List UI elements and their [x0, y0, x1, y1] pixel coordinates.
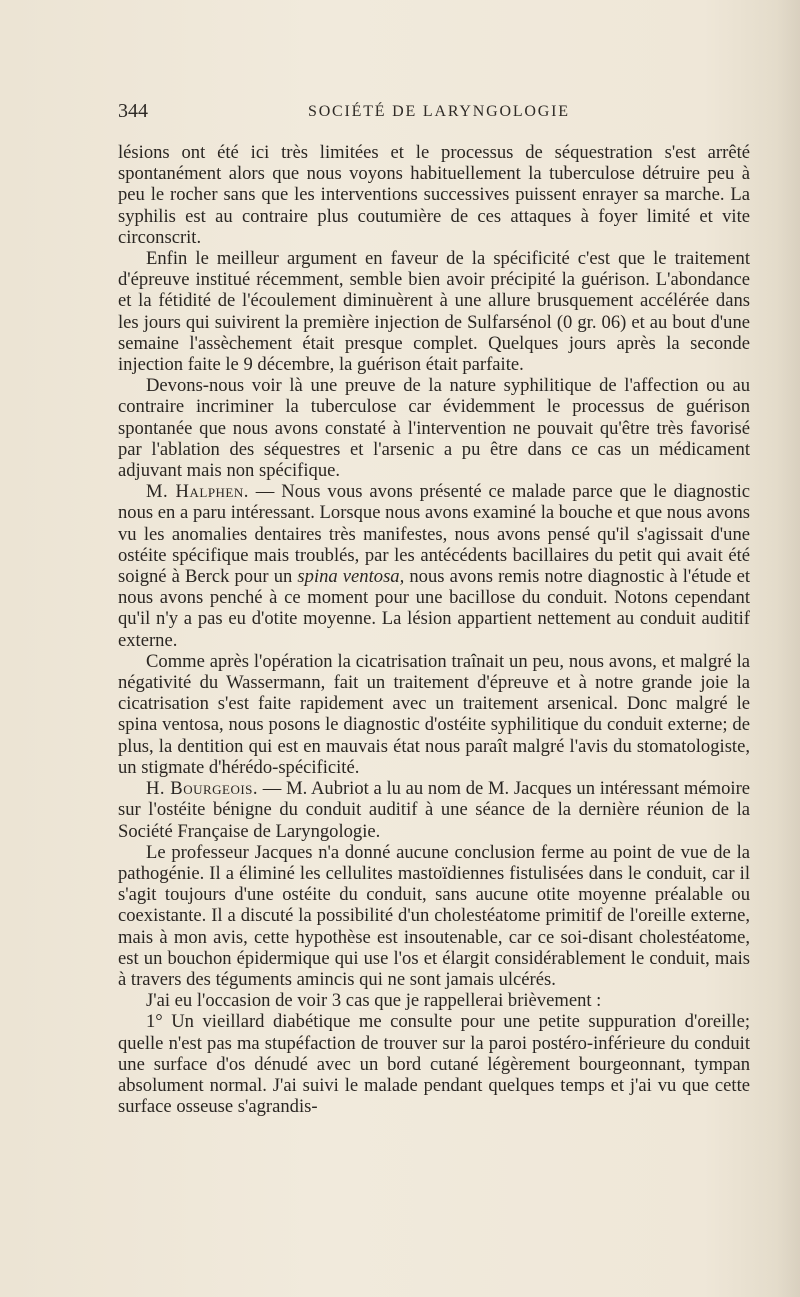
paragraph-text: — M. Aubriot a lu au nom de M. Jacques un intéressant mémoire sur l'ostéite bénigne du conduit auditif à une séance de la dernière réunion de la Société Française de Laryngologie.	[118, 778, 751, 842]
paragraph-7: Le professeur Jacques n'a donné aucune conclusion ferme au point de vue de la pathogénie. Il a éliminé les cellulites mastoïdiennes fistulisées dans le conduit, car il s'agit toujours d'une ostéite du conduit, sans aucune otite moyenne préalable ou coexistante. Il a discuté la possibilité d'un cholestéatome primitif de l'oreille externe, mais à mon avis, cette hypothèse est insoutenable, car ce soi-disant cholestéatome, est un bouchon épidermique qui use l'os et élargit considérablement le conduit, mais à travers des téguments amincis qui ne sont jamais ulcérés.	[118, 841, 750, 990]
speaker-name: M. Halphen.	[146, 481, 249, 503]
paragraph-1: lésions ont été ici très limitées et le processus de séquestration s'est arrêté spontanément alors que nous voyons habituellement la tuberculose détruire peu à peu le rocher sans que les interventions successives puissent enrayer sa marche. La syphilis est au contraire plus coutumière de ces attaques à foyer limité et vite circonscrit.	[118, 142, 750, 248]
body-text	[118, 142, 750, 1117]
paragraph-5: Comme après l'opération la cicatrisation traînait un peu, nous avons, et malgré la négativité du Wassermann, fait un traitement d'épreuve et à notre grande joie la cicatrisation s'est faite rapidement avec un traitement arsenical. Donc malgré le spina ventosa, nous posons le diagnostic d'ostéite syphilitique du conduit externe; de plus, la dentition qui est en mauvais état nous paraît malgré l'avis du stomatologiste, un stigmate d'hérédo-spécificité.	[118, 650, 750, 778]
italic-term: spina ventosa,	[297, 566, 405, 588]
paragraph-4	[118, 481, 750, 651]
running-head	[118, 100, 758, 124]
paragraph-2: Enfin le meilleur argument en faveur de la spécificité c'est que le traitement d'épreuve institué récemment, semble bien avoir précipité la guérison. L'abondance et la fétidité de l'écoulement diminuèrent à une allure brusquement accélérée dans les jours qui suivirent la première injection de Sulfarsénol (0 gr. 06) et au bout d'une semaine l'assèchement était presque complet. Quelques jours après la seconde injection faite le 9 décembre, la guérison était parfaite.	[118, 248, 750, 376]
speaker-name: H. Bourgeois.	[146, 778, 259, 800]
paragraph-9: 1° Un vieillard diabétique me consulte pour une petite suppuration d'oreille; quelle n'est pas ma stupéfaction de trouver sur la paroi postéro-inférieure du conduit une surface d'os dénudé avec un bord cutané légèrement bourgeonnant, tympan absolument normal. J'ai suivi le malade pendant quelques temps et j'ai vu que cette surface osseuse s'agrandis-	[118, 1011, 750, 1118]
page-number: 344	[118, 100, 148, 122]
paragraph-6	[118, 778, 750, 842]
paragraph-8: J'ai eu l'occasion de voir 3 cas que je rappellerai brièvement :	[146, 990, 602, 1012]
paragraph-text: — Nous vous avons présenté ce malade parce que le diagnostic nous en a paru intéressant. Lorsque nous avons examiné la bouche et que nous avons vu les anomalies dentaires très manifestes, nous avons pensé qu'il s'agissait d'une ostéite spécifique mais troublés, par les antécédents bacillaires du petit qui avait été soigné à Berck pour un	[118, 481, 750, 588]
paragraph-text-continued: nous avons remis notre diagnostic à l'étude et nous avons penché à ce moment pour une bacillose du conduit. Notons cependant qu'il n'y a pas eu d'otite moyenne. La lésion appartient nettement au conduit auditif externe.	[118, 566, 751, 651]
paragraph-3: Devons-nous voir là une preuve de la nature syphilitique de l'affection ou au contraire incriminer la tuberculose car évidemment le processus de guérison spontanée que nous avons constaté à l'intervention ne pouvait qu'être très favorisé par l'ablation des séquestres et l'arsenic a pu être dans ce cas un médicament adjuvant mais non spécifique.	[118, 375, 750, 482]
running-title: SOCIÉTÉ DE LARYNGOLOGIE	[308, 103, 570, 120]
